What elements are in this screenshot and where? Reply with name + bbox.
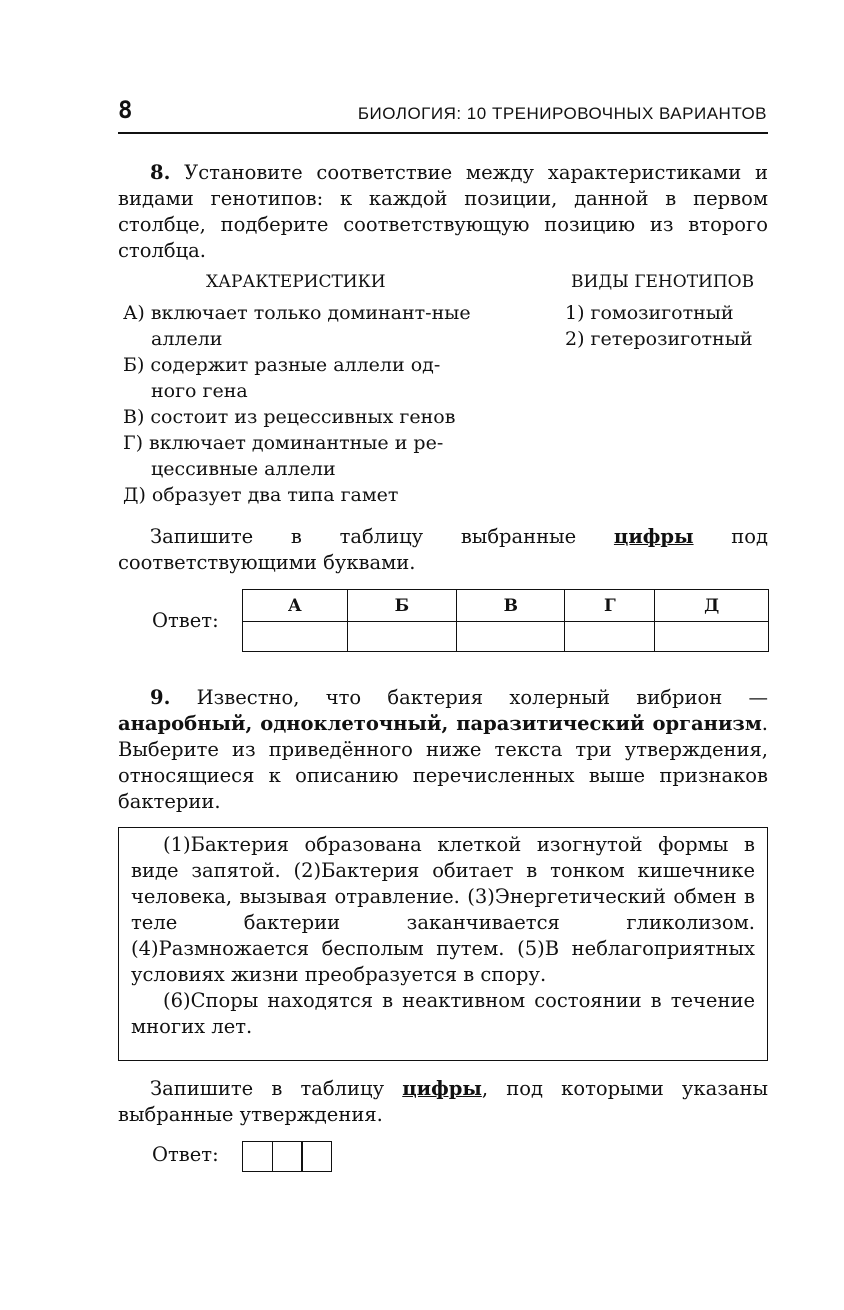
task8-number: 8. bbox=[150, 161, 171, 184]
characteristics-list bbox=[123, 300, 483, 508]
genotypes-list bbox=[565, 300, 785, 352]
page-number: 8 bbox=[118, 96, 133, 124]
task9-answer-cells bbox=[242, 1141, 331, 1172]
statements-p1: (1)Бактерия образована клеткой изогнутой формы в виде запятой. (2)Бактерия обитает в тонком кишечнике человека, вызывая отравление. (3)Энергетический обмен в теле бактерии заканчивается гликолизом. (4)Размножается бесполым путем. (5)В неблагоприятных условиях жизни преобразуется в спору. bbox=[131, 833, 755, 986]
instruction-bold: цифры bbox=[613, 525, 694, 548]
task8-question bbox=[118, 160, 768, 264]
answer-cell[interactable] bbox=[301, 1141, 332, 1172]
answer-col-header: Г bbox=[565, 590, 655, 622]
instruction-text: , под которыми указаны выбранные утверждения. bbox=[118, 1077, 768, 1126]
answer-col-header: А bbox=[243, 590, 348, 622]
characteristic-item: А) включает только доминант-ные аллели bbox=[123, 302, 471, 350]
genotype-item: 2) гетерозиготный bbox=[565, 328, 753, 350]
characteristic-item: В) состоит из рецессивных генов bbox=[123, 406, 456, 428]
genotypes-header: ВИДЫ ГЕНОТИПОВ bbox=[571, 272, 755, 292]
instruction-text: под соответствующими буквами. bbox=[118, 525, 768, 574]
task9-text: Известно, что бактерия холерный вибрион — bbox=[170, 686, 768, 709]
statements-text bbox=[131, 832, 755, 1040]
task9-text: . Выберите из приведённого ниже текста три утверждения, относящиеся к описанию перечисленных выше признаков бактерии. bbox=[118, 712, 768, 813]
genotype-item: 1) гомозиготный bbox=[565, 302, 734, 324]
statements-paragraph bbox=[131, 988, 755, 1040]
instruction-text: Запишите в таблицу bbox=[150, 1077, 403, 1100]
header-divider bbox=[118, 132, 768, 134]
answer-cell[interactable] bbox=[242, 1141, 273, 1172]
instruction-text: Запишите в таблицу выбранные bbox=[150, 525, 614, 548]
statements-paragraph bbox=[131, 832, 755, 988]
characteristic-item: Г) включает доминантные и ре-цессивные аллели bbox=[123, 432, 444, 480]
task9-bold-text: анаробный, одноклеточный, паразитический организм bbox=[118, 712, 762, 735]
task8-answer-table bbox=[242, 589, 769, 652]
instruction-bold: цифры bbox=[402, 1077, 482, 1100]
answer-col-header: Б bbox=[347, 590, 456, 622]
answer-col-header: В bbox=[457, 590, 565, 622]
answer-col-header: Д bbox=[655, 590, 769, 622]
task9-number: 9. bbox=[150, 686, 171, 709]
task8-instruction bbox=[118, 524, 768, 576]
running-title: БИОЛОГИЯ: 10 ТРЕНИРОВОЧНЫХ ВАРИАНТОВ bbox=[357, 104, 767, 123]
characteristic-item: Д) образует два типа гамет bbox=[123, 484, 399, 506]
task9-instruction bbox=[118, 1076, 768, 1128]
task8-answer-label: Ответ: bbox=[152, 609, 219, 632]
answer-cell[interactable] bbox=[457, 622, 565, 652]
characteristic-item: Б) содержит разные аллели од-ного гена bbox=[123, 354, 441, 402]
answer-cell[interactable] bbox=[655, 622, 769, 652]
task9-question bbox=[118, 685, 768, 815]
characteristics-header: ХАРАКТЕРИСТИКИ bbox=[206, 272, 386, 292]
statements-p2: (6)Споры находятся в неактивном состоянии в течение многих лет. bbox=[131, 989, 755, 1038]
answer-cell[interactable] bbox=[347, 622, 456, 652]
task9-answer-label: Ответ: bbox=[152, 1143, 219, 1166]
task8-text: Установите соответствие между характеристиками и видами генотипов: к каждой позиции, данной в первом столбце, подберите соответствующую позицию из второго столбца. bbox=[118, 161, 769, 262]
answer-cell[interactable] bbox=[243, 622, 348, 652]
answer-cell[interactable] bbox=[272, 1141, 303, 1172]
answer-cell[interactable] bbox=[565, 622, 655, 652]
